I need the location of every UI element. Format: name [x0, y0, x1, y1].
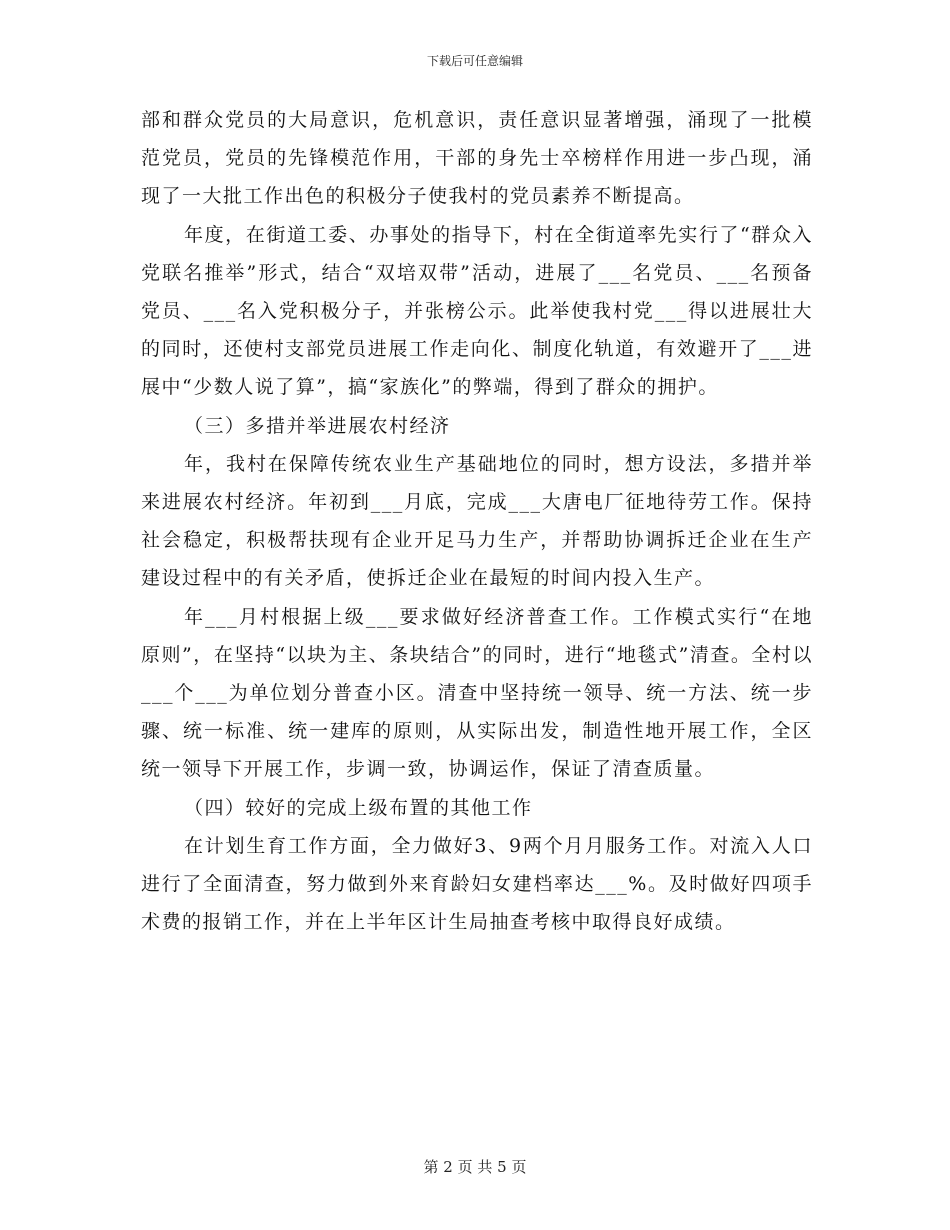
paragraph-continuation: 部和群众党员的大局意识，危机意识，责任意识显著增强，涌现了一批模范党员，党员的先锋模范作用，干部的身先士卒榜样作用进一步凸现，涌现了一大批工作出色的积极分子使我村的党员素养不断提高。: [141, 109, 813, 208]
paragraph-rural-economy: 年，我村在保障传统农业生产基础地位的同时，想方设法，多措并举来进展农村经济。年初到___月底，完成___大唐电厂征地待劳工作。保持社会稳定，积极帮扶现有企业开足马力生产，并帮助协调拆迁企业在生产建设过程中的有关矛盾，使拆迁企业在最短的时间内投入生产。: [141, 452, 813, 590]
paragraph-party-recruitment: 年度，在街道工委、办事处的指导下，村在全街道率先实行了“群众入党联名推举”形式，结合“双培双带”活动，进展了___名党员、___名预备党员、___名入党积极分子，并张榜公示。此举使我村党___得以进展壮大的同时，还使村支部党员进展工作走向化、制度化轨道，有效避开了___进展中“少数人说了算”，搞“家族化”的弊端，得到了群众的拥护。: [141, 223, 813, 399]
document-body: [141, 101, 813, 941]
paragraph-family-planning: 在计划生育工作方面，全力做好3、9两个月月服务工作。对流入人口进行了全面清查，努力做到外来育龄妇女建档率达___%。及时做好四项手术费的报销工作，并在上半年区计生局抽查考核中取得良好成绩。: [141, 834, 813, 934]
section-heading-three: （三）多措并举进展农村经济: [184, 414, 451, 437]
section-heading-four: （四）较好的完成上级布置的其他工作: [184, 796, 533, 819]
page-number: 第 2 页 共 5 页: [423, 1158, 527, 1176]
page-header-note: 下载后可任意编辑: [426, 54, 523, 68]
paragraph-economic-census: 年___月村根据上级___要求做好经济普查工作。工作模式实行“在地原则”，在坚持“以块为主、条块结合”的同时，进行“地毯式”清查。全村以___个___为单位划分普查小区。清查中坚持统一领导、统一方法、统一步骤、统一标准、统一建库的原则，从实际出发，制造性地开展工作，全区统一领导下开展工作，步调一致，协调运作，保证了清查质量。: [141, 605, 813, 781]
